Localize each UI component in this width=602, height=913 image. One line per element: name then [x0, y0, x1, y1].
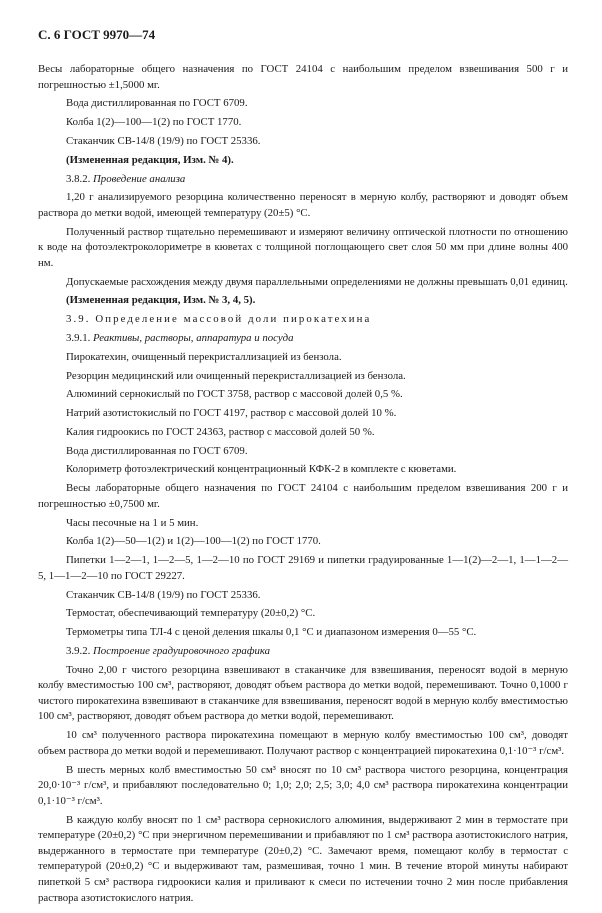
paragraph: Стаканчик СВ-14/8 (19/9) по ГОСТ 25336.	[66, 588, 261, 601]
paragraph: Калия гидроокись по ГОСТ 24363, раствор с массовой долей 50 %.	[66, 425, 375, 438]
paragraph: Часы песочные на 1 и 5 мин.	[66, 516, 199, 529]
paragraph: Термостат, обеспечивающий температуру (20±0,2) °С.	[66, 607, 316, 620]
paragraph: Весы лабораторные общего назначения по ГОСТ 24104 с наибольшим пределом взвешивания 500 г и погрешностью ±1,5000 мг.	[38, 63, 568, 91]
amendment-note: (Измененная редакция, Изм. № 4).	[66, 153, 234, 166]
paragraph: Колориметр фотоэлектрический концентрационный КФК-2 в комплекте с кюветами.	[66, 463, 457, 476]
paragraph: В каждую колбу вносят по 1 см³ раствора сернокислого алюминия, выдерживают 2 мин в термостате при температуре (20±0,2) °С при энергичном перемешивании и прибавляют по 1 см³ раствора азотистокислого натрия, выдержанного в термостате при температуре (20±0,2) °С. Замечают время, помещают колбу в термостат с температурой (20±0,2) °С и выдерживают там, размешивая, точно 1 мин. В течение второй минуты набирают пипеткой 5 см³ раствора гидроокиси калия и приливают к смеси по истечении точно 2 мин после прибавления раствора азотистокислого натрия.	[38, 813, 568, 904]
page-header: С. 6 ГОСТ 9970—74	[38, 27, 156, 42]
document-body	[38, 62, 568, 909]
paragraph: Резорцин медицинский или очищенный перекристаллизацией из бензола.	[66, 369, 406, 382]
paragraph: Вода дистиллированная по ГОСТ 6709.	[66, 97, 248, 110]
paragraph: Пирокатехин, очищенный перекристаллизацией из бензола.	[66, 350, 342, 363]
paragraph: Полученный раствор тщательно перемешивают и измеряют величину оптической плотности по отношению к воде на фотоэлектроколориметре в кюветах с толщиной поглощающего свет слоя 50 мм при длине волны 400 нм.	[38, 225, 568, 269]
paragraph: Термометры типа ТЛ-4 с ценой деления шкалы 0,1 °С и диапазоном измерения 0—55 °С.	[66, 626, 477, 639]
section-heading: 3.9.1. Реактивы, растворы, аппаратура и посуда	[66, 331, 294, 344]
paragraph: Допускаемые расхождения между двумя параллельными определениями не должны превышать 0,01 единиц.	[66, 275, 568, 288]
paragraph: Пипетки 1—2—1, 1—2—5, 1—2—10 по ГОСТ 29169 и пипетки градуированные 1—1(2)—2—1, 1—1—2—5, 1—1—2—10 по ГОСТ 29227.	[38, 554, 568, 582]
paragraph: Алюминий сернокислый по ГОСТ 3758, раствор с массовой долей 0,5 %.	[66, 388, 403, 401]
section-heading: 3.8.2. Проведение анализа	[66, 172, 186, 185]
paragraph: Весы лабораторные общего назначения по ГОСТ 24104 с наибольшим пределом взвешивания 200 г и погрешностью ±0,7500 мг.	[38, 482, 568, 510]
paragraph: 1,20 г анализируемого резорцина количественно переносят в мерную колбу, растворяют и доводят объем раствора до метки водой, имеющей температуру (20±5) °С.	[38, 191, 568, 219]
paragraph: Колба 1(2)—50—1(2) и 1(2)—100—1(2) по ГОСТ 1770.	[66, 535, 321, 548]
paragraph: Точно 2,00 г чистого резорцина взвешивают в стаканчике для взвешивания, переносят водой в мерную колбу вместимостью 100 см³, растворяют, доводят объем раствора до метки водой, перемешивают. Точно 0,1000 г чистого пирокатехина взвешивают в стаканчике для взвешивания, переносят водой в мерную колбу вместимостью 100 см³, растворяют, доводят объем раствора до метки водой, перемешивают.	[38, 663, 568, 723]
paragraph: Колба 1(2)—100—1(2) по ГОСТ 1770.	[66, 116, 242, 129]
section-heading: 3.9. Определение массовой доли пирокатехина	[66, 313, 372, 326]
paragraph: Стаканчик СВ-14/8 (19/9) по ГОСТ 25336.	[66, 134, 261, 147]
amendment-note: (Измененная редакция, Изм. № 3, 4, 5).	[66, 294, 256, 307]
paragraph: Натрий азотистокислый по ГОСТ 4197, раствор с массовой долей 10 %.	[66, 407, 397, 420]
paragraph: В шесть мерных колб вместимостью 50 см³ вносят по 10 см³ раствора чистого резорцина, концентрация 20,0·10⁻³ г/см³, и прибавляют последовательно 0; 1,0; 2,0; 2,5; 3,0; 4,0 см³ раствора пирокатехина концентрации 0,1·10⁻³ г/см³.	[38, 763, 568, 807]
paragraph: Вода дистиллированная по ГОСТ 6709.	[66, 444, 248, 457]
paragraph: 10 см³ полученного раствора пирокатехина помещают в мерную колбу вместимостью 100 см³, доводят объем раствора до метки водой и перемешивают. Получают раствор с концентрацией пирокатехина 0,1·10⁻³ г/см³.	[38, 729, 568, 757]
section-heading: 3.9.2. Построение градуировочного графика	[66, 644, 271, 657]
